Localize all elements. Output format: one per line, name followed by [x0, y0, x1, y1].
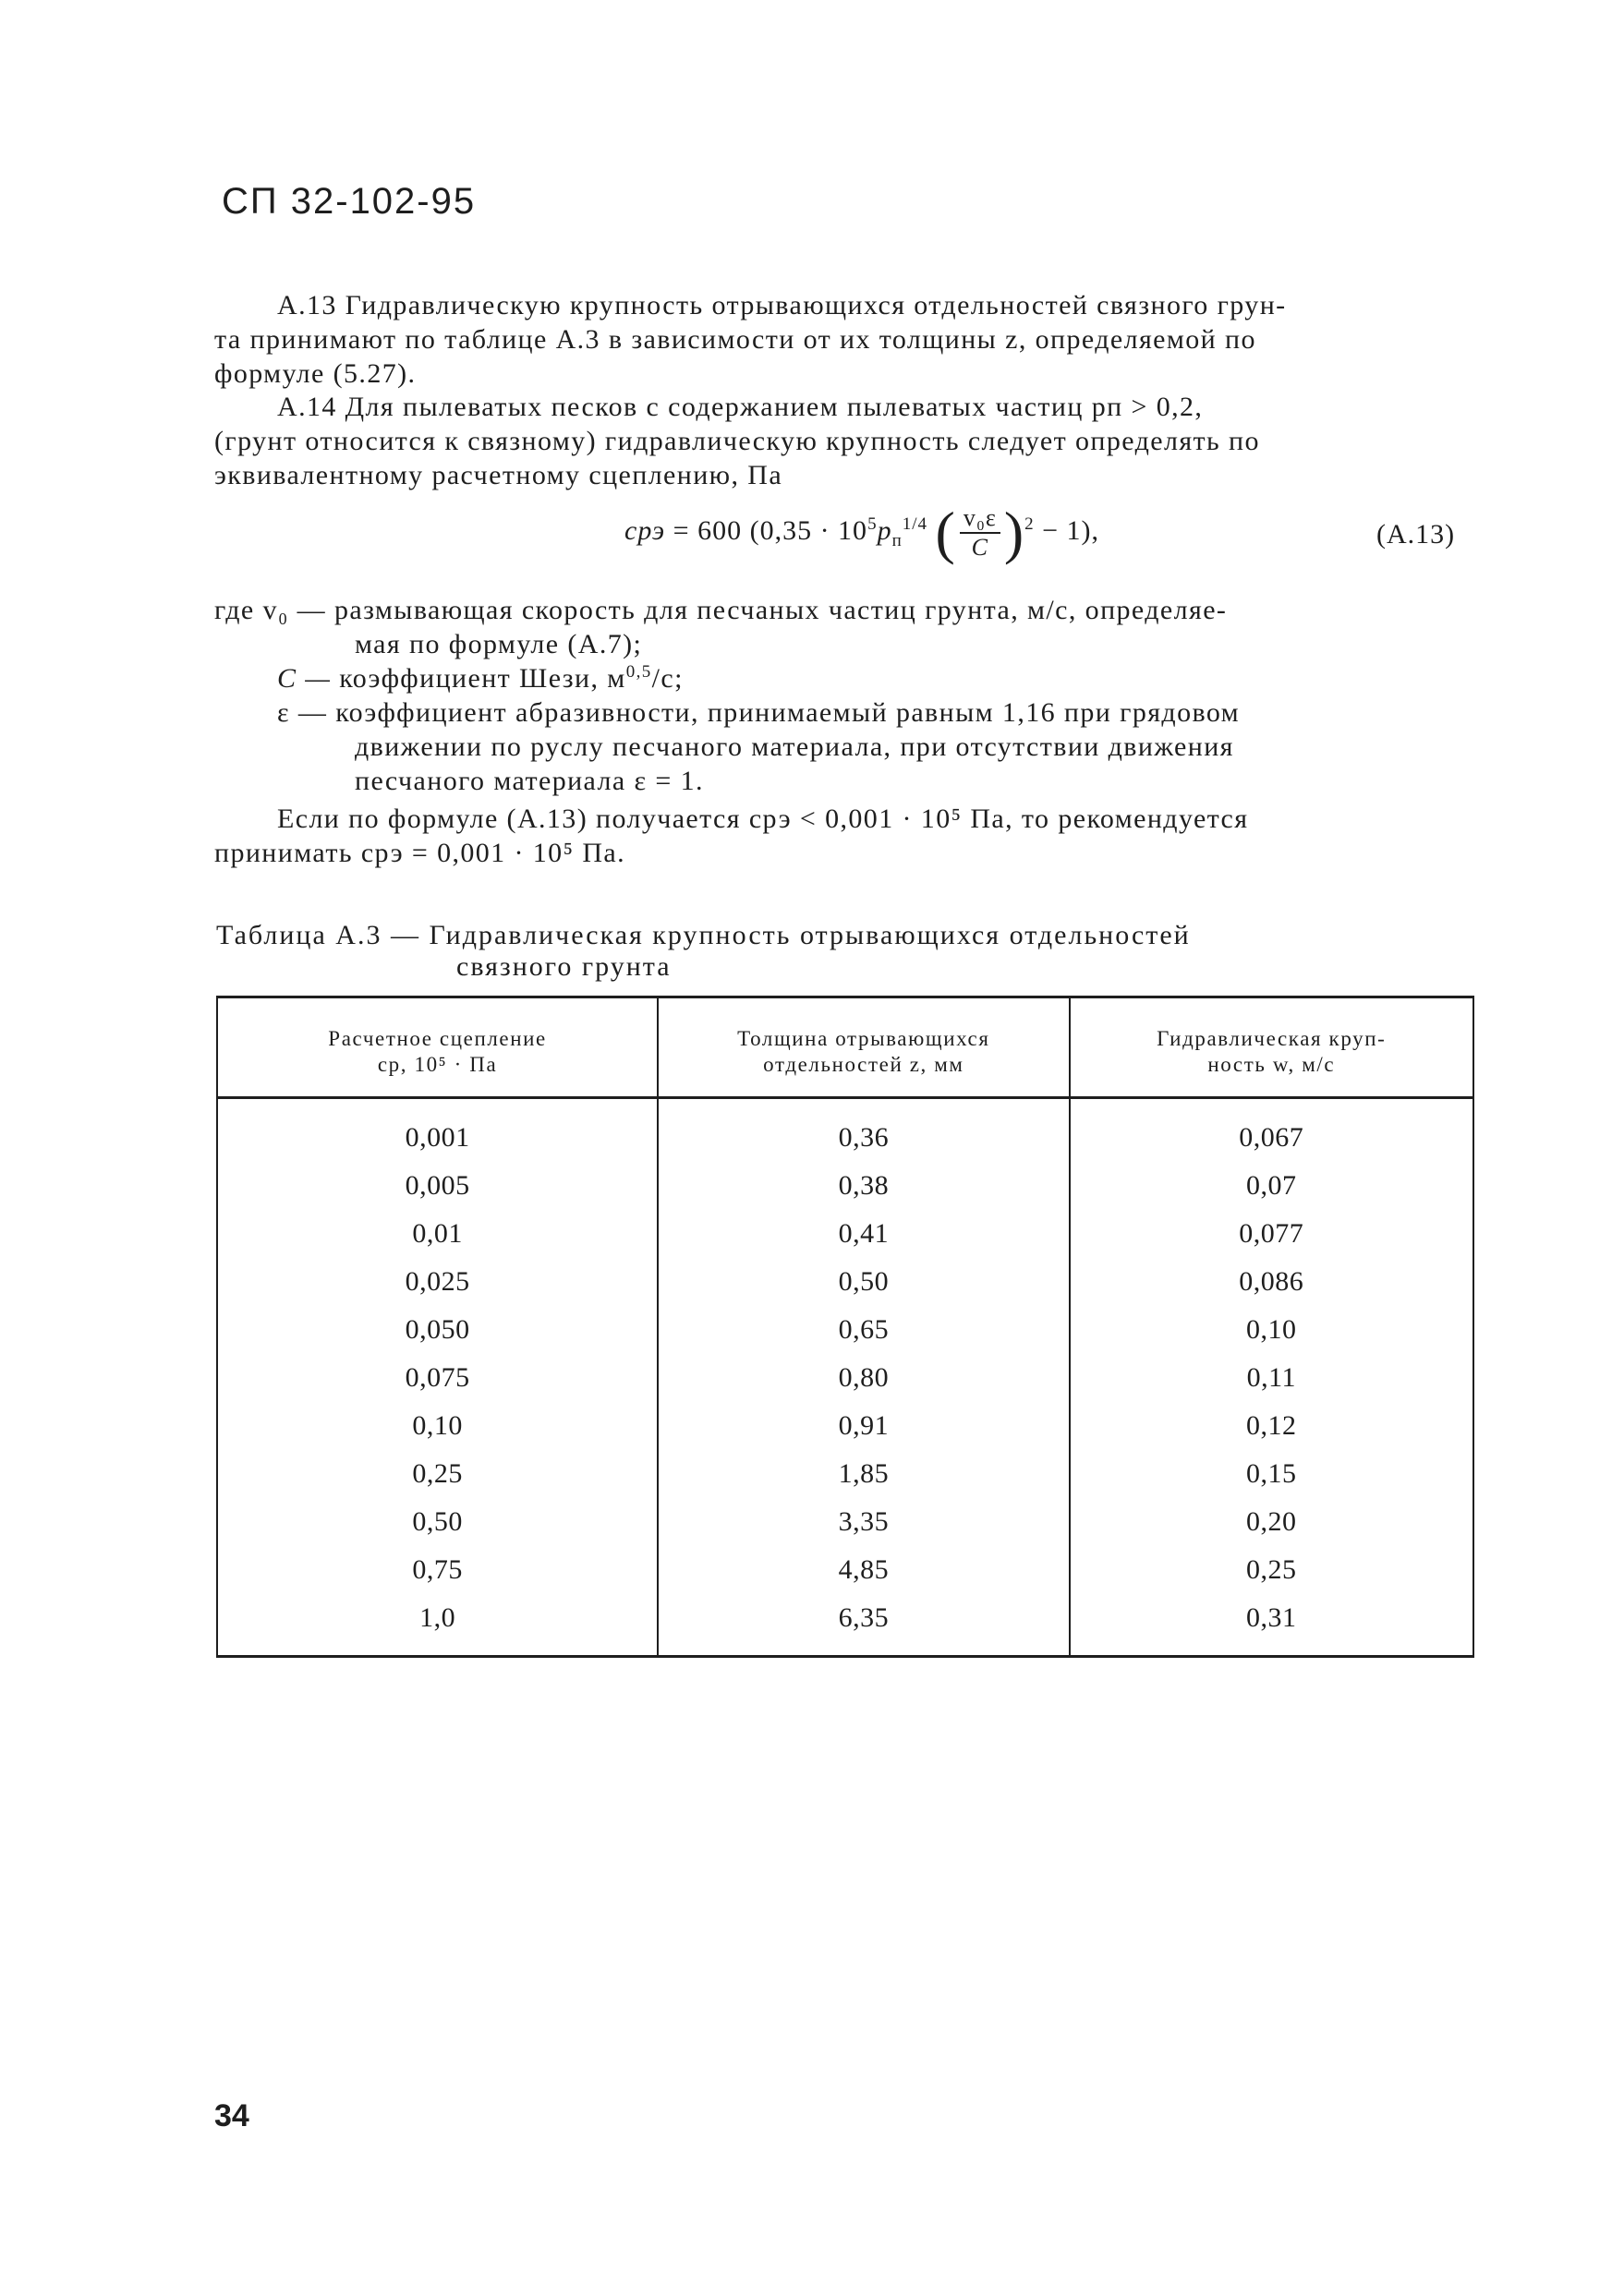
formula-eq-left: = 600 (0,35 · 10 [673, 514, 868, 546]
paragraph-line: принимать cрэ = 0,001 · 10⁵ Па. [214, 838, 626, 868]
cell-thickness: 0,50 [658, 1258, 1069, 1306]
cell-thickness: 0,80 [658, 1354, 1069, 1402]
document-code: СП 32-102-95 [222, 181, 477, 222]
cell-hydraulic-size: 0,15 [1070, 1450, 1473, 1498]
page-number: 34 [214, 2098, 249, 2133]
table-row [217, 1594, 1473, 1657]
table-row [217, 1546, 1473, 1594]
formula-a13 [624, 499, 1099, 567]
cell-hydraulic-size: 0,10 [1070, 1306, 1473, 1354]
formula-number: (А.13) [1376, 519, 1456, 550]
table-caption-line: связного грунта [456, 951, 672, 982]
table-row [217, 1402, 1473, 1450]
header-thickness [658, 997, 1069, 1098]
cell-thickness: 0,36 [658, 1098, 1069, 1163]
header-line: Гидравлическая круп- [1157, 1027, 1387, 1050]
cell-cohesion: 0,025 [217, 1258, 658, 1306]
cell-cohesion: 0,75 [217, 1546, 658, 1594]
formula-open-paren: ( [935, 500, 956, 565]
table-row [217, 1354, 1473, 1402]
formula-lhs: cрэ [624, 514, 666, 546]
definition-text: коэффициент абразивности, принимаемый равным 1,16 при грядовом [335, 697, 1241, 728]
cell-cohesion: 0,01 [217, 1210, 658, 1258]
header-line: Расчетное сцепление [328, 1027, 547, 1050]
formula-p: p [877, 514, 892, 546]
table-header-row [217, 997, 1473, 1098]
paragraph-line: формуле (5.27). [214, 358, 417, 389]
header-line: cр, 10⁵ · Па [377, 1053, 498, 1076]
paragraph-line: та принимают по таблице А.3 в зависимости от их толщины z, определяемой по [214, 324, 1256, 355]
cell-cohesion: 1,0 [217, 1594, 658, 1657]
paragraph-a14 [214, 390, 1489, 492]
table-container [216, 996, 1474, 1658]
table-row [217, 1306, 1473, 1354]
formula-sup: 5 [867, 514, 878, 534]
formula-numerator: v₀ε [960, 504, 1000, 534]
header-hydraulic-size [1070, 997, 1473, 1098]
cell-thickness: 4,85 [658, 1546, 1069, 1594]
definition-symbol: ε — [277, 697, 336, 728]
formula-fraction [960, 504, 1000, 562]
definition-exponent: 0,5 [625, 662, 652, 682]
table-row [217, 1162, 1473, 1210]
table-row [217, 1210, 1473, 1258]
table-row [217, 1498, 1473, 1546]
paragraph-a13 [214, 288, 1489, 391]
definition-after: /с; [651, 663, 684, 694]
cell-hydraulic-size: 0,086 [1070, 1258, 1473, 1306]
cell-cohesion: 0,10 [217, 1402, 658, 1450]
definition-symbol: C — [277, 663, 340, 694]
paragraph-line: А.13 Гидравлическую крупность отрывающихся отдельностей связного грун- [277, 290, 1287, 320]
definition-continuation: движении по руслу песчаного материала, при отсутствии движения [355, 731, 1234, 762]
cell-thickness: 3,35 [658, 1498, 1069, 1546]
definition-v0 [214, 593, 1489, 661]
table-row [217, 1098, 1473, 1163]
paragraph-line: (грунт относится к связному) гидравлическую крупность следует определять по [214, 426, 1260, 456]
data-table [216, 996, 1474, 1658]
cell-thickness: 0,65 [658, 1306, 1069, 1354]
cell-cohesion: 0,50 [217, 1498, 658, 1546]
table-caption-line: Таблица А.3 — Гидравлическая крупность отрывающихся отдельностей [216, 920, 1191, 950]
definition-text: коэффициент Шези, м [339, 663, 626, 694]
table-caption [216, 920, 1417, 983]
cell-thickness: 0,41 [658, 1210, 1069, 1258]
cell-cohesion: 0,25 [217, 1450, 658, 1498]
definition-c [214, 661, 1489, 695]
cell-thickness: 6,35 [658, 1594, 1069, 1657]
paragraph-line: эквивалентному расчетному сцеплению, Па [214, 460, 783, 490]
table-row [217, 1258, 1473, 1306]
cell-hydraulic-size: 0,077 [1070, 1210, 1473, 1258]
formula-psub: п [891, 530, 903, 550]
cell-cohesion: 0,050 [217, 1306, 658, 1354]
paragraph-note [214, 802, 1489, 870]
formula-tail: − 1), [1042, 514, 1100, 546]
header-line: Толщина отрывающихся [737, 1027, 990, 1050]
header-cohesion [217, 997, 658, 1098]
definition-epsilon [214, 695, 1489, 798]
cell-cohesion: 0,075 [217, 1354, 658, 1402]
definition-symbol: где v₀ — [214, 595, 334, 625]
formula-denominator: C [971, 534, 988, 561]
formula-square: 2 [1024, 514, 1035, 534]
header-line: ность w, м/с [1207, 1053, 1336, 1076]
definition-continuation: песчаного материала ε = 1. [355, 766, 704, 796]
cell-hydraulic-size: 0,11 [1070, 1354, 1473, 1402]
table-row [217, 1450, 1473, 1498]
paragraph-line: Если по формуле (А.13) получается cрэ < 0,001 · 10⁵ Па, то рекомендуется [277, 804, 1249, 834]
cell-thickness: 0,91 [658, 1402, 1069, 1450]
cell-hydraulic-size: 0,20 [1070, 1498, 1473, 1546]
cell-cohesion: 0,001 [217, 1098, 658, 1163]
cell-hydraulic-size: 0,31 [1070, 1594, 1473, 1657]
definition-continuation: мая по формуле (А.7); [355, 629, 643, 659]
definition-list [214, 593, 1489, 798]
formula-close-paren: ) [1003, 500, 1025, 565]
formula-pexp: 1/4 [902, 514, 928, 534]
cell-cohesion: 0,005 [217, 1162, 658, 1210]
cell-hydraulic-size: 0,12 [1070, 1402, 1473, 1450]
cell-hydraulic-size: 0,25 [1070, 1546, 1473, 1594]
cell-hydraulic-size: 0,067 [1070, 1098, 1473, 1163]
header-line: отдельностей z, мм [763, 1053, 964, 1076]
cell-hydraulic-size: 0,07 [1070, 1162, 1473, 1210]
cell-thickness: 0,38 [658, 1162, 1069, 1210]
paragraph-line: А.14 Для пылеватых песков с содержанием пылеватых частиц pп > 0,2, [277, 392, 1204, 422]
cell-thickness: 1,85 [658, 1450, 1069, 1498]
definition-text: размывающая скорость для песчаных частиц грунта, м/с, определяе- [333, 595, 1228, 625]
